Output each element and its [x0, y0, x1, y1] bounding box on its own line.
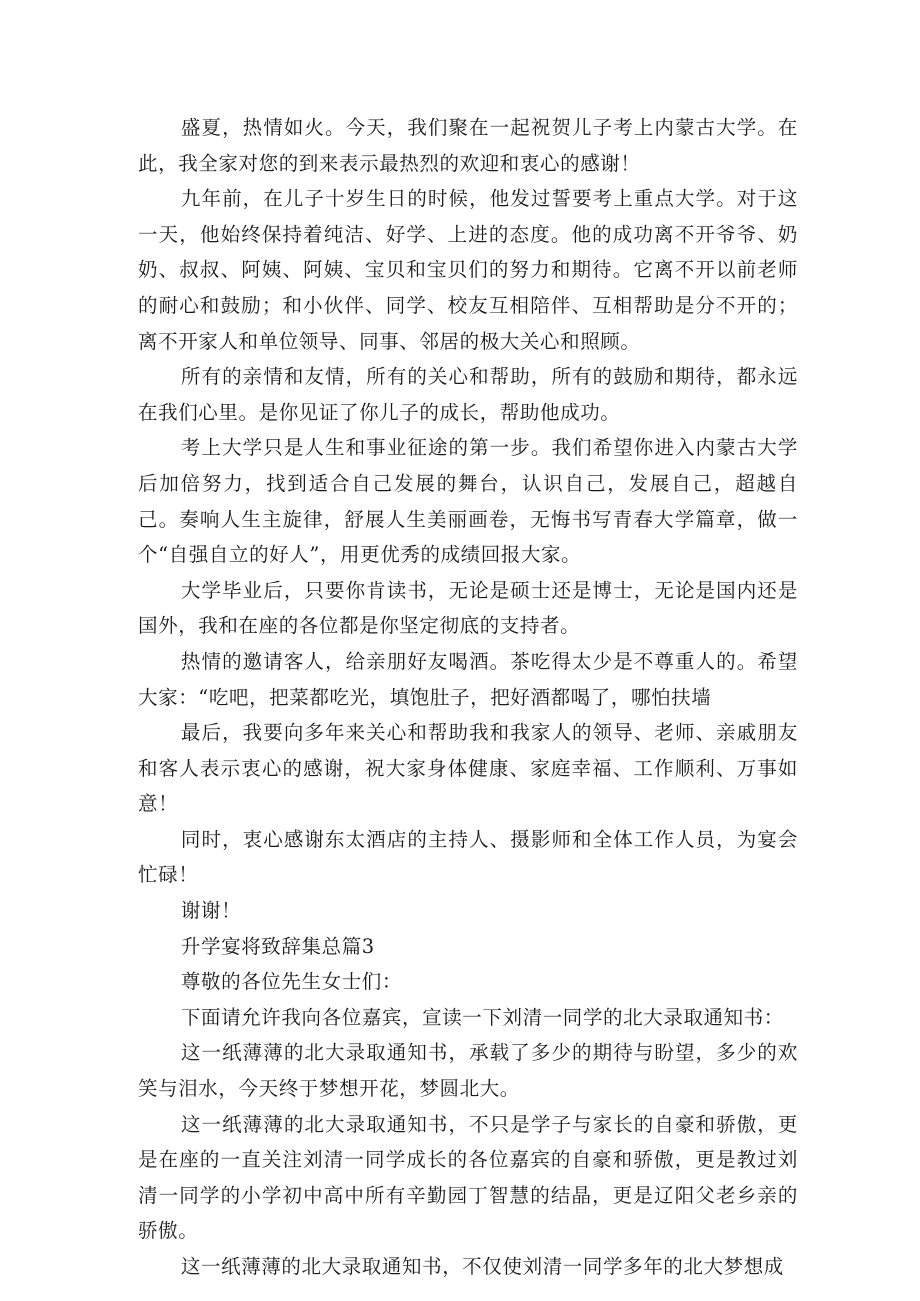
- paragraph: 这一纸薄薄的北大录取通知书，不仅使刘清一同学多年的北大梦想成: [180, 1255, 784, 1278]
- paragraph: 热情的邀请客人，给亲朋好友喝酒。茶吃得太少是不尊重人的。希望大家：“吃吧，把菜都吃光，填饱肚子，把好酒都喝了，哪怕扶墙: [138, 649, 798, 709]
- paragraph: 下面请允许我向各位嘉宾，宣读一下刘清一同学的北大录取通知书：: [180, 1005, 784, 1029]
- paragraph: 这一纸薄薄的北大录取通知书，承载了多少的期待与盼望，多少的欢笑与泪水，今天终于梦想开花，梦圆北大。: [138, 1041, 798, 1101]
- document-body: [138, 110, 798, 1285]
- salutation: 尊敬的各位先生女士们：: [180, 970, 402, 994]
- paragraph: 谢谢！: [180, 899, 242, 923]
- paragraph: 盛夏，热情如火。今天，我们聚在一起祝贺儿子考上内蒙古大学。在此，我全家对您的到来表示最热烈的欢迎和衷心的感谢！: [138, 116, 798, 175]
- section-heading: 升学宴将致辞集总篇3: [180, 934, 375, 958]
- paragraph: 最后，我要向多年来关心和帮助我和我家人的领导、老师、亲戚朋友和客人表示衷心的感谢，祝大家身体健康、家庭幸福、工作顺利、万事如意！: [138, 721, 798, 816]
- paragraph: 所有的亲情和友情，所有的关心和帮助，所有的鼓励和期待，都永远在我们心里。是你见证了你儿子的成长，帮助他成功。: [138, 365, 798, 424]
- paragraph: 九年前，在儿子十岁生日的时候，他发过誓要考上重点大学。对于这一天，他始终保持着纯洁、好学、上进的态度。他的成功离不开爷爷、奶奶、叔叔、阿姨、阿姨、宝贝和宝贝们的努力和期待。它离不开以前老师的耐心和鼓励；和小伙伴、同学、校友互相陪伴、互相帮助是分不开的；离不开家人和单位领导、同事、邻居的极大关心和照顾。: [138, 187, 798, 353]
- paragraph: 大学毕业后，只要你肯读书，无论是硕士还是博士，无论是国内还是国外，我和在座的各位都是你坚定彻底的支持者。: [138, 578, 798, 638]
- paragraph: 考上大学只是人生和事业征途的第一步。我们希望你进入内蒙古大学后加倍努力，找到适合自己发展的舞台，认识自己，发展自己，超越自己。奏响人生主旋律，舒展人生美丽画卷，无悔书写青春大学篇章，做一个“自强自立的好人”，用更优秀的成绩回报大家。: [138, 436, 798, 567]
- paragraph: 同时，衷心感谢东太酒店的主持人、摄影师和全体工作人员，为宴会忙碌！: [138, 827, 798, 887]
- paragraph: 这一纸薄薄的北大录取通知书，不只是学子与家长的自豪和骄傲，更是在座的一直关注刘清一同学成长的各位嘉宾的自豪和骄傲，更是教过刘清一同学的小学初中高中所有辛勤园丁智慧的结晶，更是辽阳父老乡亲的骄傲。: [138, 1112, 798, 1243]
